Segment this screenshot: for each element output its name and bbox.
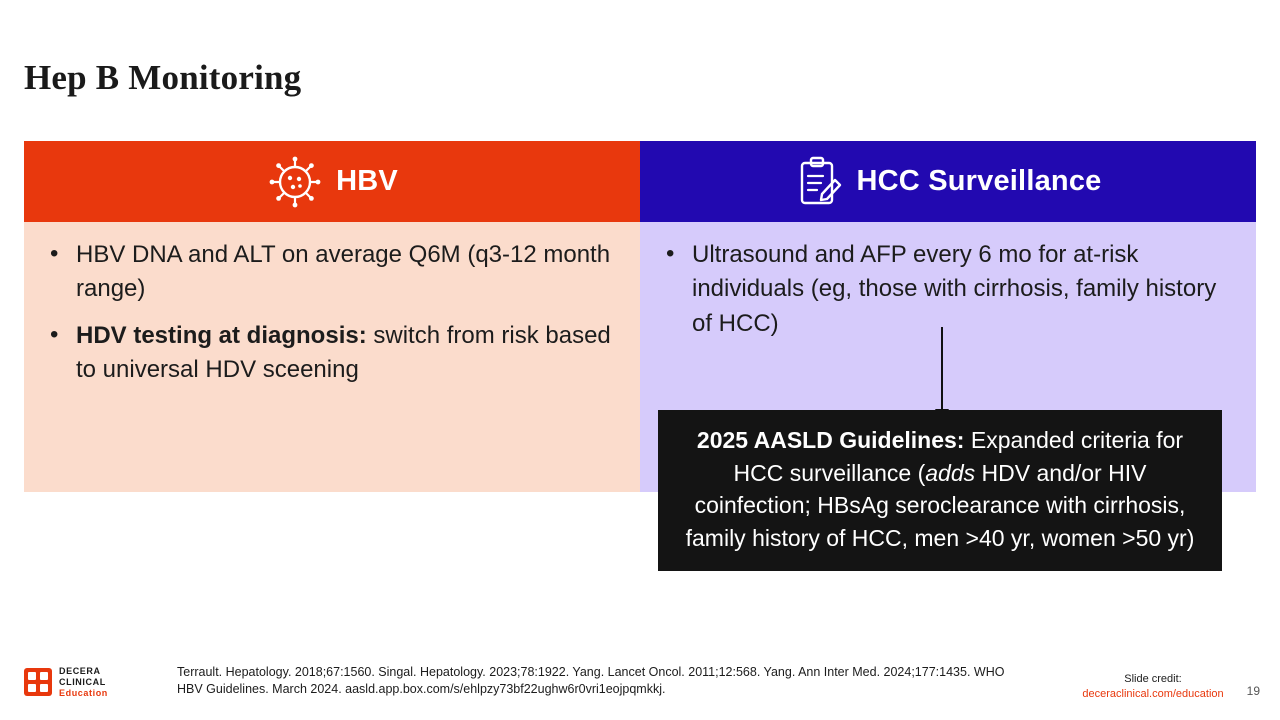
logo	[24, 666, 108, 699]
bullet-text: HBV DNA and ALT on average Q6M (q3-12 month range)	[76, 241, 611, 303]
column-header-hbv	[24, 141, 640, 222]
column-body-hbv	[24, 222, 640, 492]
down-arrow-icon	[941, 327, 943, 411]
column-header-hbv-label: HBV	[336, 165, 398, 197]
list-item	[38, 319, 626, 388]
page-title: Hep B Monitoring	[24, 58, 302, 97]
logo-line-3: Education	[59, 687, 108, 698]
callout-text-1: Expanded criteria for HCC surveillance (	[733, 427, 1184, 486]
slide-credit	[1073, 672, 1233, 702]
references-text: Terrault. Hepatology. 2018;67:1560. Singal. Hepatology. 2023;78:1922. Yang. Lancet Oncol. 2011;12:568. Yang. Ann Inter Med. 2024;177:1435. WHO HBV Guidelines. March 2024. aasld.app.box.com/s/ehlpzy73bf22ughw6r0vri1eojpqmkkj.	[177, 665, 1005, 696]
hcc-bullet-list	[654, 238, 1242, 341]
callout-text-2: HDV and/or HIV coinfection; HBsAg seroclearance with cirrhosis, family history of HCC, men >40 yr, women >50 yr)	[685, 459, 1195, 551]
list-item	[38, 238, 626, 307]
callout-box	[658, 410, 1222, 571]
bullet-text-bold: HDV testing at diagnosis:	[76, 321, 367, 349]
column-hbv	[24, 141, 640, 492]
virus-icon	[266, 153, 324, 211]
column-header-hcc	[640, 141, 1256, 222]
callout-heading: 2025 AASLD Guidelines:	[696, 427, 965, 453]
bullet-text: switch from risk based to universal HDV sceening	[76, 321, 611, 383]
clipboard-pen-icon	[795, 153, 845, 211]
slide-number: 19	[1246, 684, 1260, 698]
slide-credit-label: Slide credit:	[1124, 673, 1182, 685]
decera-logo-icon	[24, 668, 52, 696]
logo-text	[59, 666, 108, 699]
bullet-text: Ultrasound and AFP every 6 mo for at-risk individuals (eg, those with cirrhosis, family history of HCC)	[692, 241, 1217, 337]
hbv-bullet-list	[38, 238, 626, 387]
column-header-hcc-label: HCC Surveillance	[856, 165, 1102, 197]
callout-text-italic: adds	[925, 459, 976, 486]
slide-credit-url[interactable]: deceraclinical.com/education	[1082, 687, 1224, 700]
logo-line-2: CLINICAL	[59, 676, 106, 687]
logo-line-1: DECERA	[59, 666, 101, 676]
list-item	[654, 238, 1242, 341]
